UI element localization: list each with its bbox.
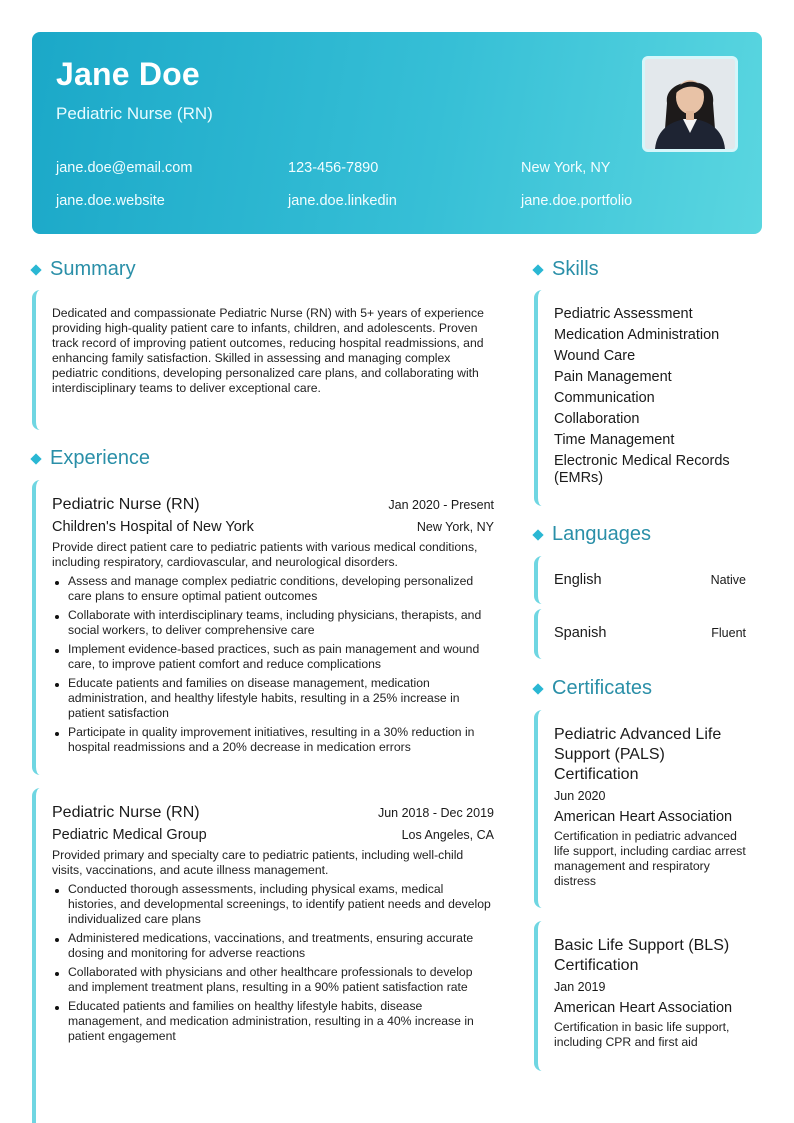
language-entry: [534, 609, 746, 659]
summary-heading-label: Summary: [50, 258, 136, 280]
job-title: Pediatric Nurse (RN): [52, 496, 200, 513]
experience-heading: [32, 447, 150, 470]
language-level: Fluent: [711, 626, 746, 640]
language-name: Spanish: [554, 625, 607, 641]
job-company: Pediatric Medical Group: [52, 827, 207, 843]
job-dates: Jun 2018 - Dec 2019: [377, 806, 494, 820]
job-bullets: [52, 574, 494, 759]
skills-heading: [534, 258, 599, 281]
language-entry: [534, 556, 746, 604]
profile-photo: [642, 56, 738, 152]
contact-location: New York, NY: [521, 160, 611, 176]
job-location: New York, NY: [416, 520, 494, 534]
diamond-icon: [30, 264, 41, 275]
skill-item: Pain Management: [554, 369, 672, 385]
summary-heading: [32, 258, 136, 281]
job-bullet: Collaborate with interdisciplinary teams, including physicians, therapists, and social workers, to deliver comprehensive care: [52, 608, 494, 638]
certificate-entry: [534, 710, 746, 908]
experience-entry: [32, 788, 494, 1123]
skill-item: Medication Administration: [554, 327, 720, 343]
diamond-icon: [532, 529, 543, 540]
certificate-title: Basic Life Support (BLS) Certification: [554, 937, 730, 974]
skill-item: Time Management: [554, 432, 675, 448]
job-bullet: Educate patients and families on disease management, medication administration, and healthy lifestyle habits, resulting in a 25% increase in patient satisfaction: [52, 676, 494, 721]
certificate-body: [554, 936, 746, 1050]
certificates-heading: [534, 677, 652, 700]
job-description: Provide direct patient care to pediatric patients with various medical conditions, including respiratory, cardiovascular, and neurological disorders.: [52, 540, 478, 569]
certificate-issuer: American Heart Association: [554, 1000, 733, 1016]
job-company: Children's Hospital of New York: [52, 519, 254, 535]
skill-item: Collaboration: [554, 411, 640, 427]
job-description: Provided primary and specialty care to pediatric patients, including well-child visits, vaccinations, and acute illness management.: [52, 848, 464, 877]
summary-card: [32, 290, 494, 430]
job-bullet: Collaborated with physicians and other healthcare professionals to develop and implement treatment plans, resulting in a 90% patient satisfaction rate: [52, 965, 494, 995]
skills-card: [534, 290, 746, 506]
skill-item: Wound Care: [554, 348, 636, 364]
summary-text: Dedicated and compassionate Pediatric Nurse (RN) with 5+ years of experience providing high-quality patient care to infants, children, and adolescents. Proven track record of improving patient outcomes, reducing hospital readmissions, and enhancing family satisfaction. Skilled in assessing and managing complex pediatric conditions, developing personalized care plans, and collaborating with interdisciplinary teams to deliver exceptional care.: [52, 306, 484, 395]
experience-entry: [32, 480, 494, 775]
languages-heading: [534, 523, 651, 546]
job-location: Los Angeles, CA: [401, 828, 494, 842]
certificate-description: Certification in pediatric advanced life support, including cardiac arrest management and respiratory distress: [554, 829, 746, 888]
skills-list: [554, 306, 746, 491]
contact-phone[interactable]: 123-456-7890: [288, 160, 379, 176]
profile-photo-image: [645, 59, 735, 149]
diamond-icon: [532, 264, 543, 275]
job-bullet: Implement evidence-based practices, such as pain management and wound care, to improve patient comfort and reduce complications: [52, 642, 494, 672]
skill-item: Pediatric Assessment: [554, 306, 693, 322]
contact-website[interactable]: jane.doe.website: [56, 193, 165, 209]
job-bullet: Participate in quality improvement initiatives, resulting in a 30% reduction in hospital readmissions and a 20% decrease in medication errors: [52, 725, 494, 755]
certificate-date: Jan 2019: [554, 980, 606, 994]
skill-item: Electronic Medical Records (EMRs): [554, 453, 730, 486]
certificate-issuer: American Heart Association: [554, 809, 733, 825]
candidate-name: Jane Doe: [56, 56, 200, 92]
contact-portfolio[interactable]: jane.doe.portfolio: [521, 193, 633, 209]
certificate-description: Certification in basic life support, including CPR and first aid: [554, 1020, 730, 1049]
diamond-icon: [30, 453, 41, 464]
candidate-role: Pediatric Nurse (RN): [56, 104, 213, 123]
certificates-heading-label: Certificates: [552, 677, 653, 699]
skills-heading-label: Skills: [552, 258, 599, 280]
certificate-entry: [534, 921, 746, 1071]
resume-header: [32, 32, 762, 234]
diamond-icon: [532, 683, 543, 694]
certificate-title: Pediatric Advanced Life Support (PALS) Certification: [554, 726, 722, 783]
skill-item: Communication: [554, 390, 655, 406]
job-bullet: Administered medications, vaccinations, and treatments, ensuring accurate dosing and monitoring for adverse reactions: [52, 931, 494, 961]
languages-heading-label: Languages: [552, 523, 651, 545]
job-bullet: Assess and manage complex pediatric conditions, developing personalized care plans to ensure optimal patient outcomes: [52, 574, 494, 604]
job-bullet: Educated patients and families on healthy lifestyle habits, disease management, and medication administration, resulting in a 40% increase in patient engagement: [52, 999, 494, 1044]
experience-heading-label: Experience: [50, 447, 151, 469]
job-bullets: [52, 882, 494, 1048]
contact-linkedin[interactable]: jane.doe.linkedin: [288, 193, 397, 209]
contact-email[interactable]: jane.doe@email.com: [56, 160, 193, 176]
language-name: English: [554, 572, 602, 588]
job-bullet: Conducted thorough assessments, including physical exams, medical histories, and developmental screenings, to identify patient needs and develop individualized care plans: [52, 882, 494, 927]
certificate-date: Jun 2020: [554, 789, 606, 803]
job-dates: Jan 2020 - Present: [388, 498, 494, 512]
job-title: Pediatric Nurse (RN): [52, 804, 200, 821]
language-level: Native: [710, 573, 746, 587]
certificate-body: [554, 725, 746, 889]
